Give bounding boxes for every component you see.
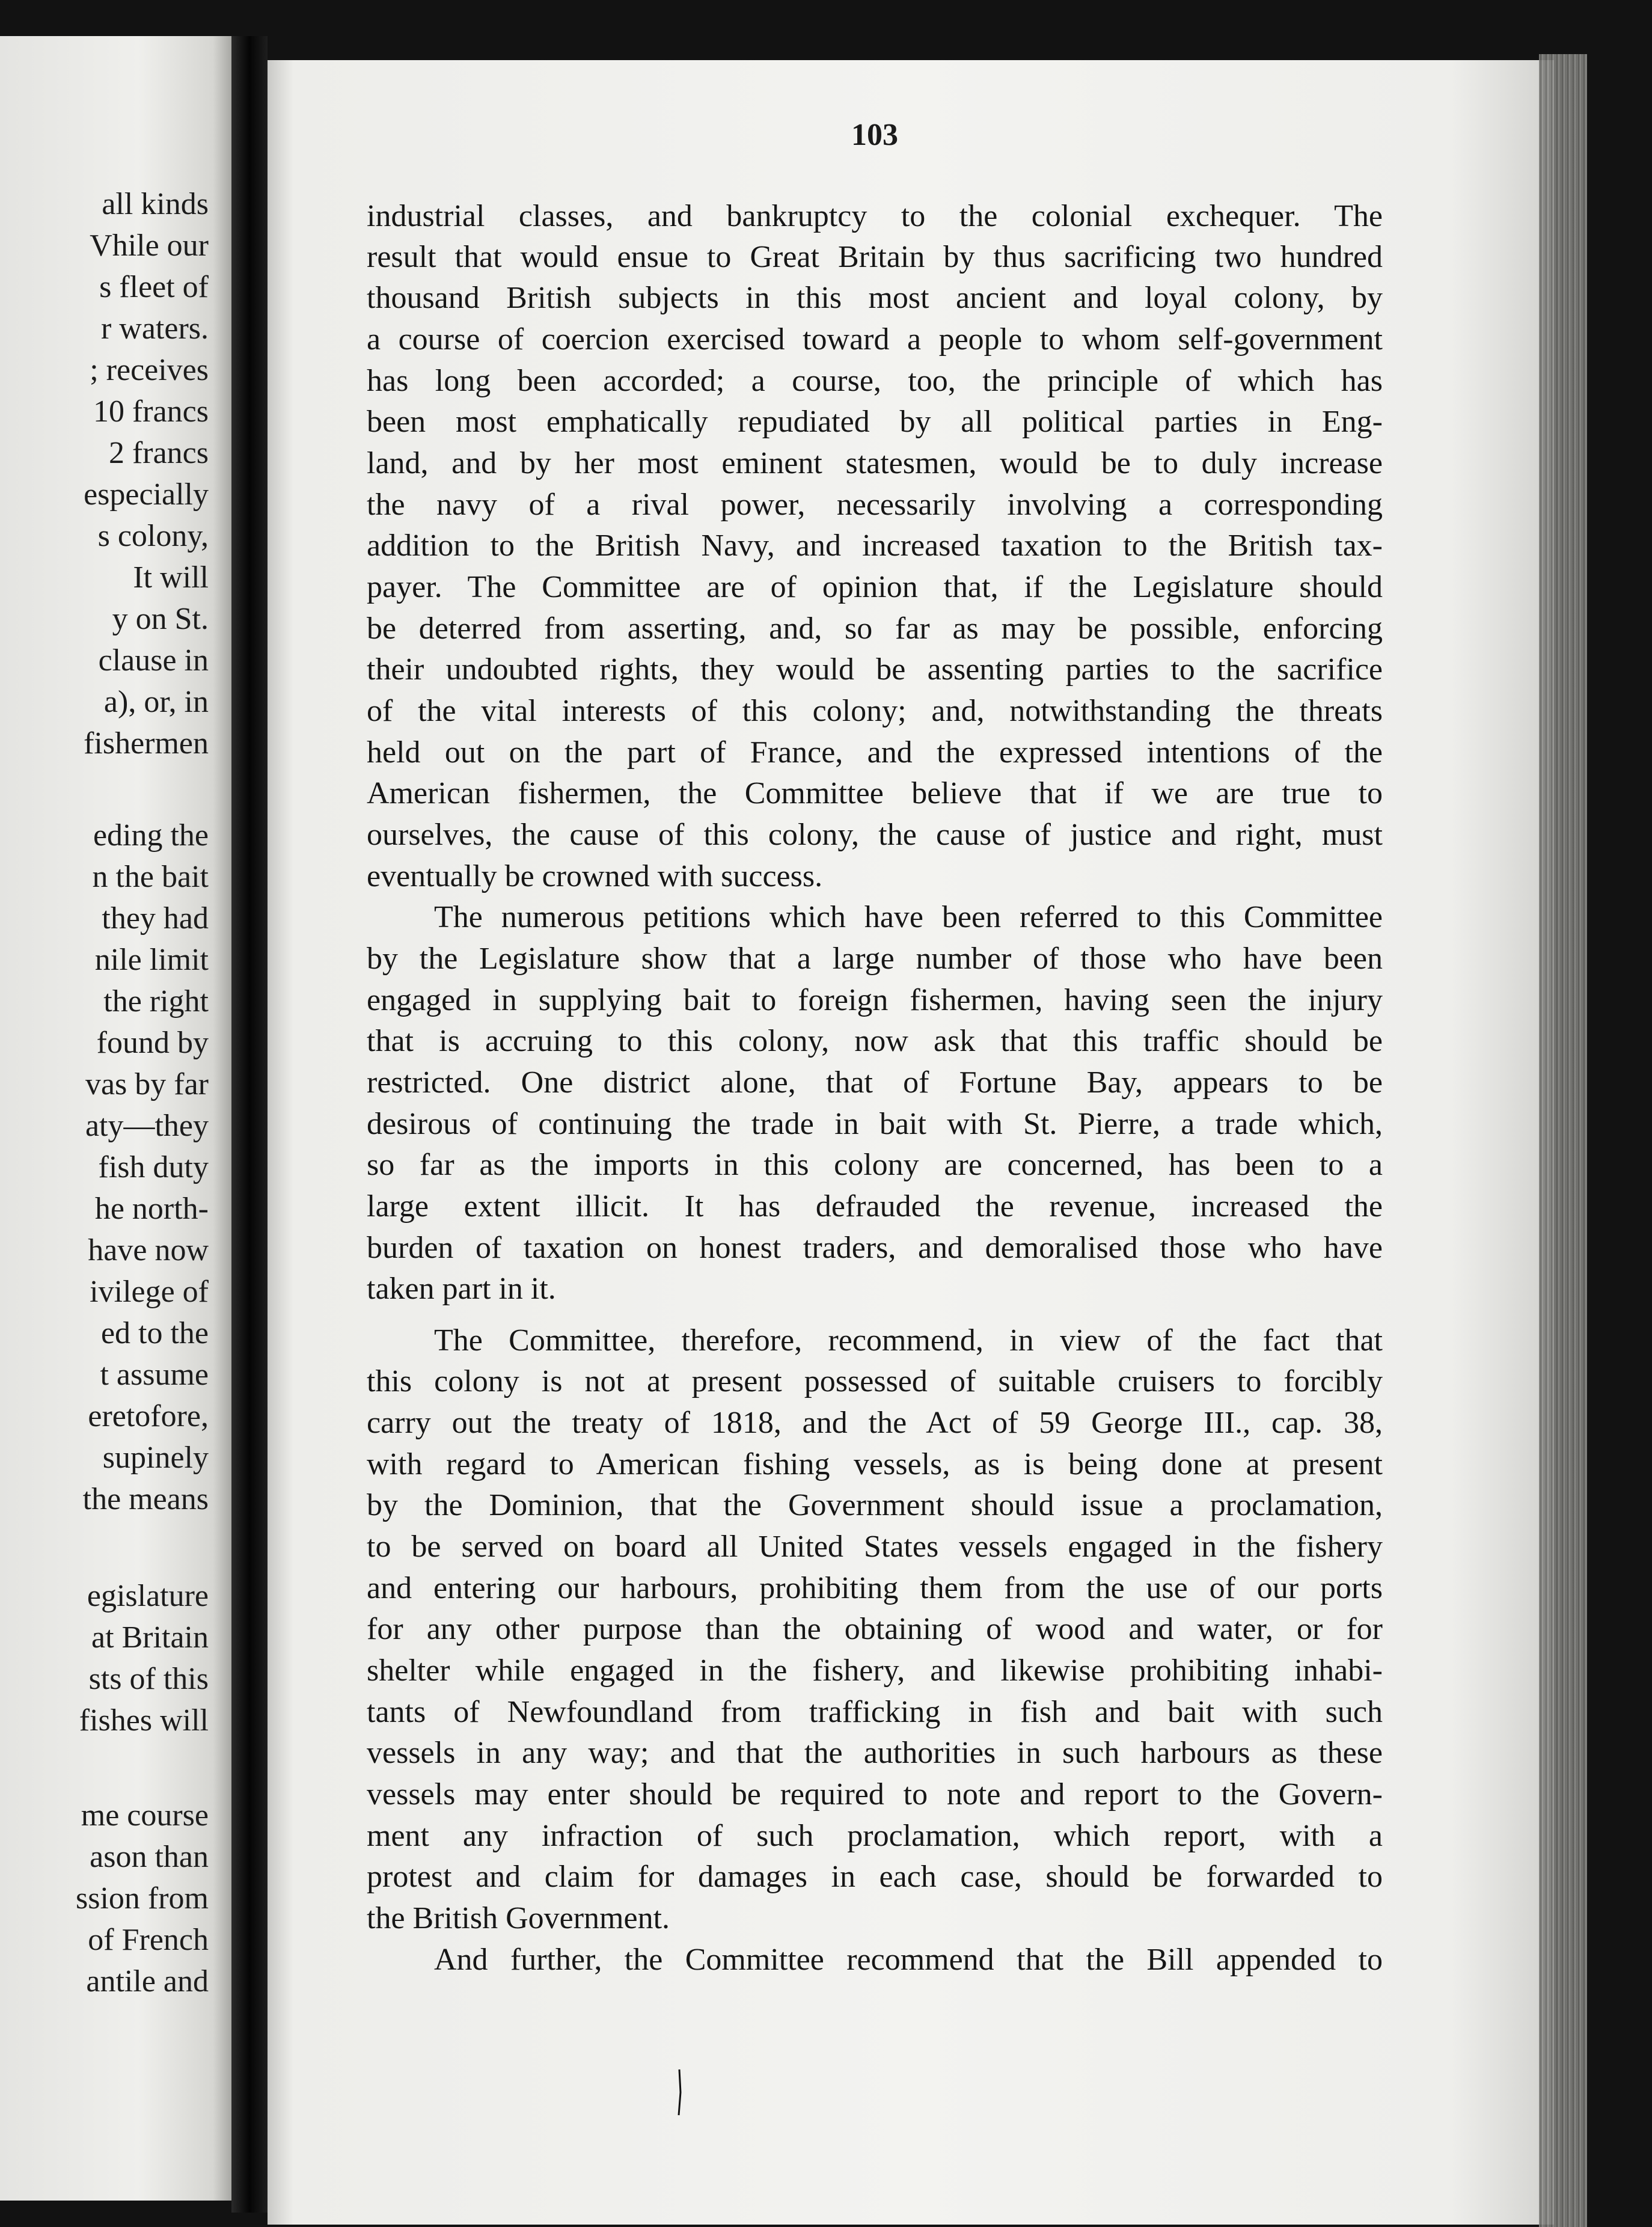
left-line: 10 francs [93, 394, 209, 429]
text-line: their undoubted rights, they would be assenting parties to the sacrifice [367, 652, 1383, 687]
text-line: And further, the Committee recommend that the Bill appended to [434, 1943, 1383, 1977]
left-line: Vhile our [90, 228, 209, 263]
left-line: all kinds [102, 187, 209, 221]
page-number: 103 [851, 118, 898, 152]
text-line: protest and claim for damages in each case, should be forwarded to [367, 1860, 1383, 1894]
text-line: ourselves, the cause of this colony, the cause of justice and right, must [367, 818, 1383, 852]
text-line: carry out the treaty of 1818, and the Act of 59 George III., cap. 38, [367, 1406, 1383, 1440]
left-line: r waters. [100, 311, 209, 346]
text-line: The numerous petitions which have been referred to this Committee [434, 900, 1383, 934]
left-line: 2 francs [108, 436, 209, 470]
text-line: taken part in it. [367, 1272, 556, 1306]
page-edge-stack [1539, 54, 1587, 2227]
left-line: they had [102, 901, 209, 936]
text-line: vessels in any way; and that the authorities in such harbours as these [367, 1736, 1383, 1770]
text-line: vessels may enter should be required to note and report to the Govern- [367, 1777, 1383, 1812]
text-line: for any other purpose than the obtaining of wood and water, or for [367, 1612, 1383, 1646]
left-line: have now [88, 1233, 209, 1267]
text-line: this colony is not at present possessed of suitable cruisers to forcibly [367, 1364, 1383, 1398]
left-line: n the bait [92, 860, 209, 894]
text-line: shelter while engaged in the fishery, and likewise prohibiting inhabi- [367, 1653, 1383, 1688]
text-line: burden of taxation on honest traders, and demoralised those who have [367, 1231, 1383, 1265]
left-line: eding the [93, 818, 209, 853]
left-line: especially [84, 477, 209, 512]
text-line: ment any infraction of such proclamation, which report, with a [367, 1819, 1383, 1853]
text-line: a course of coercion exercised toward a people to whom self-government [367, 322, 1383, 357]
left-line: nile limit [94, 943, 209, 977]
left-line: fish duty [98, 1150, 209, 1184]
scan-speck-mark [673, 2068, 685, 2116]
left-line: he north- [94, 1192, 209, 1226]
text-line: be deterred from asserting, and, so far as may be possible, enforcing [367, 611, 1383, 646]
text-line: eventually be crowned with success. [367, 859, 823, 893]
text-line: payer. The Committee are of opinion that, if the Legislature should [367, 570, 1383, 604]
left-line: It will [133, 560, 209, 595]
left-line: s colony, [97, 519, 209, 553]
text-line: to be served on board all United States vessels engaged in the fishery [367, 1530, 1383, 1564]
left-line: vas by far [85, 1067, 209, 1101]
text-line: by the Legislature show that a large number of those who have been [367, 942, 1383, 976]
text-line: and entering our harbours, prohibiting them from the use of our ports [367, 1571, 1383, 1605]
text-line: so far as the imports in this colony are concerned, has been to a [367, 1148, 1383, 1182]
left-line: sts of this [88, 1662, 209, 1696]
left-line: clause in [98, 643, 209, 678]
left-line: the right [103, 984, 209, 1019]
left-line: me course [81, 1798, 209, 1833]
left-line: the means [82, 1482, 209, 1516]
left-line: fishes will [79, 1703, 209, 1738]
left-line: y on St. [112, 602, 209, 636]
text-line: tants of Newfoundland from trafficking in fish and bait with such [367, 1695, 1383, 1729]
text-line: that is accruing to this colony, now ask that this traffic should be [367, 1024, 1383, 1058]
text-line: large extent illicit. It has defrauded the revenue, increased the [367, 1189, 1383, 1224]
previous-page-fragment [0, 36, 231, 2201]
text-line: been most emphatically repudiated by all political parties in Eng- [367, 405, 1383, 439]
left-line: ; receives [90, 353, 209, 387]
text-line: The Committee, therefore, recommend, in view of the fact that [434, 1323, 1383, 1358]
text-line: industrial classes, and bankruptcy to the colonial exchequer. The [367, 199, 1383, 233]
text-line: engaged in supplying bait to foreign fishermen, having seen the injury [367, 983, 1383, 1017]
text-line: desirous of continuing the trade in bait with St. Pierre, a trade which, [367, 1107, 1383, 1141]
left-line: ason than [90, 1840, 209, 1874]
text-line: land, and by her most eminent statesmen, would be to duly increase [367, 446, 1383, 480]
text-line: of the vital interests of this colony; and, notwithstanding the threats [367, 694, 1383, 728]
left-line: ssion from [76, 1881, 209, 1916]
text-line: American fishermen, the Committee believe that if we are true to [367, 776, 1383, 810]
left-line: found by [96, 1026, 209, 1060]
text-line: with regard to American fishing vessels, as is being done at present [367, 1447, 1383, 1481]
left-line: t assume [100, 1358, 209, 1392]
text-line: restricted. One district alone, that of Fortune Bay, appears to be [367, 1065, 1383, 1100]
left-line: of French [88, 1923, 209, 1957]
left-line: antile and [86, 1964, 209, 1999]
text-line: held out on the part of France, and the expressed intentions of the [367, 735, 1383, 770]
left-line: ed to the [100, 1316, 209, 1350]
left-line: aty—they [85, 1109, 209, 1143]
text-line: result that would ensue to Great Britain by thus sacrificing two hundred [367, 240, 1383, 274]
book-gutter [231, 36, 268, 2213]
text-line: the British Government. [367, 1901, 670, 1935]
left-line: supinely [102, 1441, 209, 1475]
left-line: s fleet of [99, 270, 209, 304]
left-line: egislature [87, 1579, 209, 1613]
text-line: by the Dominion, that the Government should issue a proclamation, [367, 1488, 1383, 1522]
left-line: eretofore, [88, 1399, 209, 1433]
left-line: at Britain [91, 1620, 209, 1655]
left-line: fishermen [84, 726, 209, 761]
text-line: thousand British subjects in this most ancient and loyal colony, by [367, 281, 1383, 315]
text-line: has long been accorded; a course, too, the principle of which has [367, 364, 1383, 398]
text-line: addition to the British Navy, and increased taxation to the British tax- [367, 528, 1383, 563]
left-line: a), or, in [103, 685, 209, 719]
text-line: the navy of a rival power, necessarily involving a corresponding [367, 488, 1383, 522]
left-line: ivilege of [90, 1275, 209, 1309]
